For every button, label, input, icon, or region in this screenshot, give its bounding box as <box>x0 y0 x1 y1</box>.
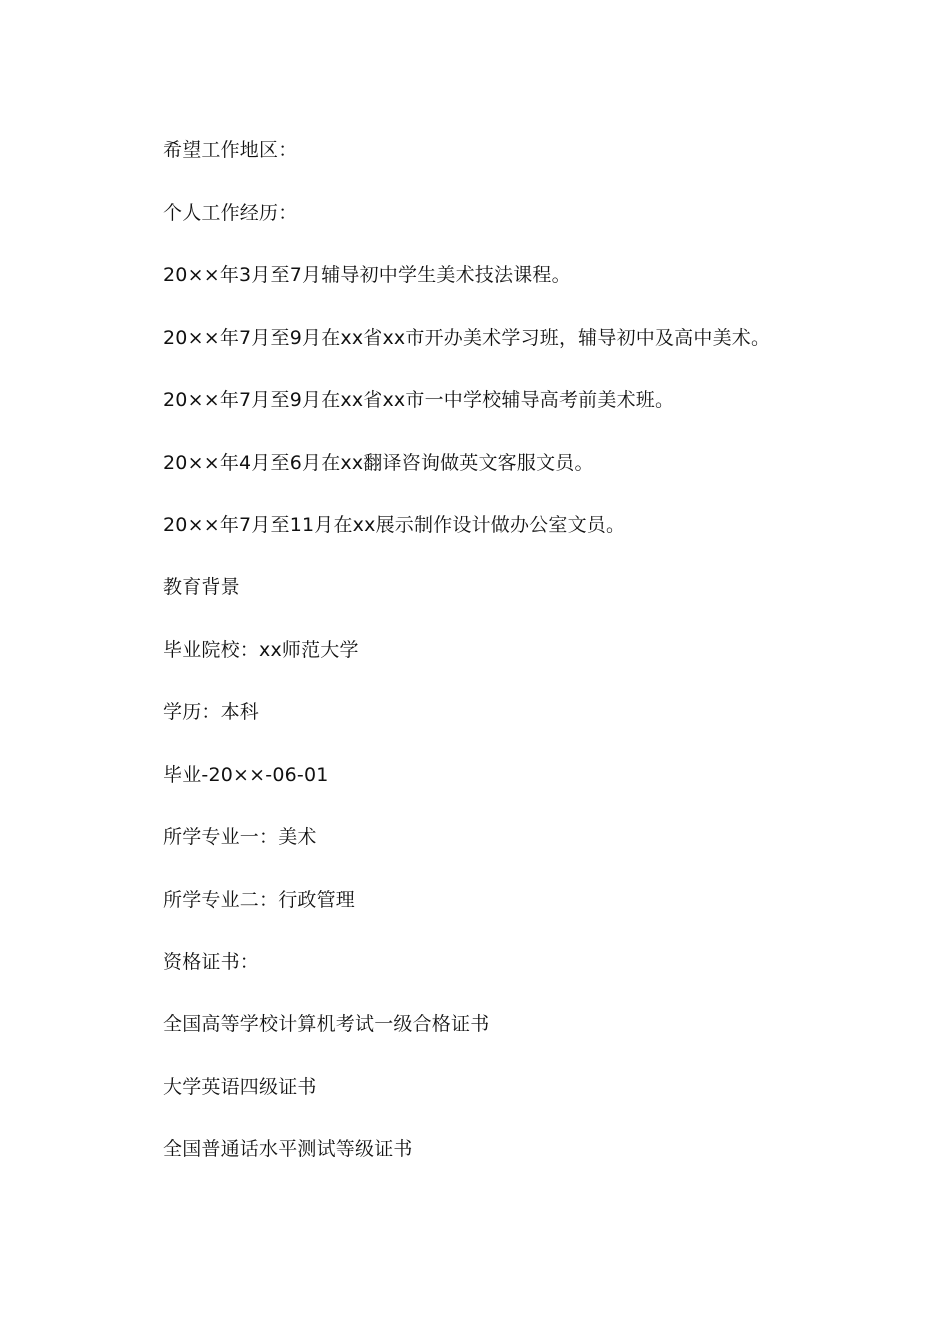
certificate-mandarin: 全国普通话水平测试等级证书 <box>163 1138 413 1160</box>
major-two: 所学专业二：行政管理 <box>163 889 356 911</box>
major-one: 所学专业一：美术 <box>163 826 317 848</box>
education-heading: 教育背景 <box>163 576 240 598</box>
work-experience-item-3: 20××年7月至9月在xx省xx市一中学校辅导高考前美术班。 <box>163 389 675 411</box>
certificate-computer: 全国高等学校计算机考试一级合格证书 <box>163 1013 490 1035</box>
work-experience-item-5: 20××年7月至11月在xx展示制作设计做办公室文员。 <box>163 514 626 536</box>
work-experience-item-2: 20××年7月至9月在xx省xx市开办美术学习班，辅导初中及高中美术。 <box>163 327 771 349</box>
graduated-school: 毕业院校：xx师范大学 <box>163 639 359 661</box>
certificate-english: 大学英语四级证书 <box>163 1076 317 1098</box>
degree: 学历：本科 <box>163 701 260 723</box>
desired-work-location-label: 希望工作地区： <box>163 139 298 161</box>
work-experience-item-4: 20××年4月至6月在xx翻译咨询做英文客服文员。 <box>163 452 594 474</box>
graduation-date: 毕业-20××-06-01 <box>163 764 329 786</box>
work-experience-heading: 个人工作经历： <box>163 202 298 224</box>
certificates-heading: 资格证书： <box>163 951 260 973</box>
work-experience-item-1: 20××年3月至7月辅导初中学生美术技法课程。 <box>163 264 571 286</box>
